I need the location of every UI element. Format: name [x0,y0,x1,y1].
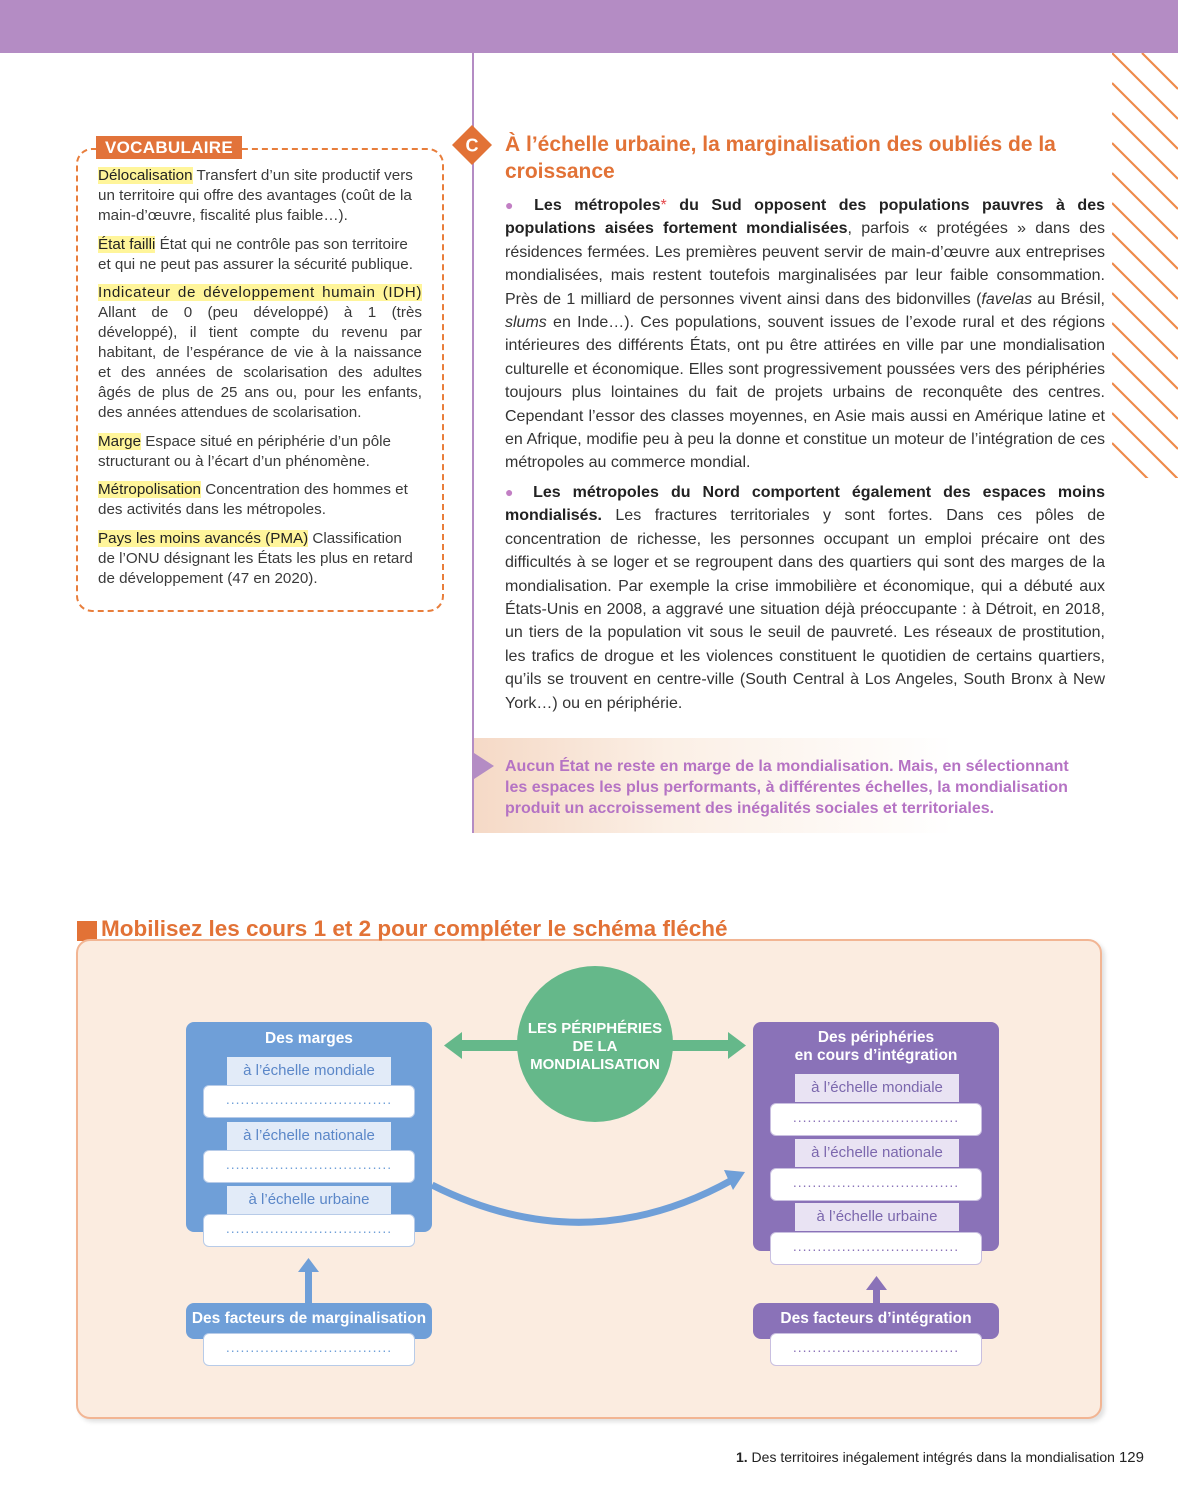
vocab-definition: État qui ne contrôle pas son territoire et qui ne peut pas assurer la sécurité publique. [98,235,413,273]
answer-field[interactable]: .................................. [770,1168,982,1201]
vocab-definition: Allant de 0 (peu développé) à 1 (très développé), il tient compte du revenu par habitant, de l’espérance de vie à la naissance et des années de scolarisation des adultes âgés de plus de 25 ans ou, pour les enfants, des années attendues de scolarisation. [98,304,422,421]
center-label-line: LES PÉRIPHÉRIES [527,1020,663,1037]
curved-arrow-icon [432,1180,732,1222]
chapter-number: 1. [735,1449,748,1465]
section-title: À l’échelle urbaine, la marginalisation des oubliés de la croissance [505,133,1056,183]
vocab-term: Indicateur de développement humain (IDH) [98,284,422,301]
integration-title-line: Des périphéries [817,1029,935,1046]
paragraph-text: au Brésil, [1032,290,1105,308]
answer-field[interactable]: .................................. [203,1333,415,1366]
vocab-term: Pays les moins avancés (PMA) [98,529,309,547]
vocabulary-label: VOCABULAIRE [96,136,242,159]
italic-term: favelas [981,290,1033,308]
integration-title [753,1029,999,1065]
paragraph-text: en Inde…). Ces populations, souvent issues de l’exode rural et des régions intérieures des différents États, ont pu être attirées en ville par une mondialisation culturelle et économique. Elles sont progressivement poussées vers des périphéries toujours plus lointaines du fait de projets urbains de reconquête des centres. Cependant l’essor des classes moyennes, en Asie mais aussi en Amérique latine et en Afrique, modifie peu à peu la donne et constitue un moteur de l’intégration de ces métropoles au commerce mondial. [505,314,1105,472]
center-label-line: MONDIALISATION [530,1056,660,1073]
answer-field[interactable]: .................................. [203,1214,415,1247]
paragraph-lead: Les métropoles [534,197,661,214]
paragraph-text: , parfois « protégées » dans des résidences fermées. Les premières peuvent servir de main-d’œuvre aux entreprises mondialisées, mais restent toutefois marginalisées par leur faible consommation. Près de 1 milliard de personnes vivent ainsi dans des bidonvilles ( [505,220,1105,308]
level-label: à l’échelle urbaine [227,1186,391,1214]
vocab-definition: Concentration des hommes et des activités dans les métropoles. [98,481,408,518]
exercise-title: Mobilisez les cours 1 et 2 pour compléter le schéma fléché [101,916,728,941]
bullet-icon: ● [505,484,522,500]
vocab-term: État failli [98,235,156,253]
glossary-star: * [660,197,667,214]
level-label: à l’échelle mondiale [795,1074,959,1102]
bullet-icon: ● [505,197,522,213]
marginalisation-factors-box: Des facteurs de marginalisation [186,1303,432,1339]
up-arrow-icon [866,1276,887,1303]
page-number: 129 [1118,1449,1144,1466]
level-label: à l’échelle nationale [795,1139,959,1167]
vocab-term: Délocalisation [98,167,193,184]
up-arrow-icon [298,1258,319,1303]
section-badge-letter: C [465,135,479,156]
level-label: à l’échelle mondiale [227,1057,391,1085]
answer-field[interactable]: .................................. [203,1085,415,1118]
paragraph-text: Les fractures territoriales y sont fortes. Dans ces pôles de concentration de richesse, les personnes occupant un emploi précaire ont des difficultés à se loger et se regroupent dans des quartiers qui sont des marges de la mondialisation. Par exemple la crise immobilière et économique, qui a débuté aux États-Unis en 2008, a aggravé une situation déjà préoccupante : à Détroit, en 2018, un tiers de la population vit sous le seuil de pauvreté. Les réseaux de prostitution, les trafics de drogue et les violences constituent le quotidien de certains quartiers, qu’ils se trouvent en centre-ville (South Central à Los Angeles, South Bronx à New York…) ou en périphérie. [505,507,1105,712]
page-footer [736,1449,1144,1466]
conclusion-text: Aucun État ne reste en marge de la mondialisation. Mais, en sélectionnant les espaces les plus performants, à différentes échelles, la mondialisation produit un accroissement des inégalités sociales et territoriales. [505,758,1069,817]
integration-title-line: en cours d’intégration [794,1047,958,1064]
answer-field[interactable]: .................................. [770,1103,982,1136]
level-label: à l’échelle urbaine [795,1203,959,1231]
center-label [517,1020,673,1074]
integration-factors-box: Des facteurs d’intégration [753,1303,999,1339]
vocab-definition: Classification de l’ONU désignant les États les plus en retard de développement (47 en 2020). [98,529,413,587]
paragraph-lead: Les métropoles du Nord comportent également des espaces moins mondialisés. [505,484,1105,525]
chapter-title: Des territoires inégalement intégrés dans la mondialisation [747,1449,1115,1465]
answer-field[interactable]: .................................. [770,1333,982,1366]
italic-term: slums [505,314,547,332]
vocab-term: Métropolisation [98,481,201,498]
center-label-line: DE LA [572,1038,618,1055]
margins-title: Des marges [265,1030,353,1047]
vocab-term: Marge [98,432,142,450]
paragraph-lead: du Sud opposent des populations pauvres à des populations aisées fortement mondialisées [505,197,1105,238]
level-label: à l’échelle nationale [227,1122,391,1150]
answer-field[interactable]: .................................. [770,1232,982,1265]
vocab-definition: Espace situé en périphérie d’un pôle structurant ou à l’écart d’un phénomène. [98,432,391,470]
answer-field[interactable]: .................................. [203,1150,415,1183]
vocab-definition: Transfert d’un site productif vers un territoire qui offre des avantages (coût de la main-d’œuvre, fiscalité plus faible…). [98,167,413,224]
